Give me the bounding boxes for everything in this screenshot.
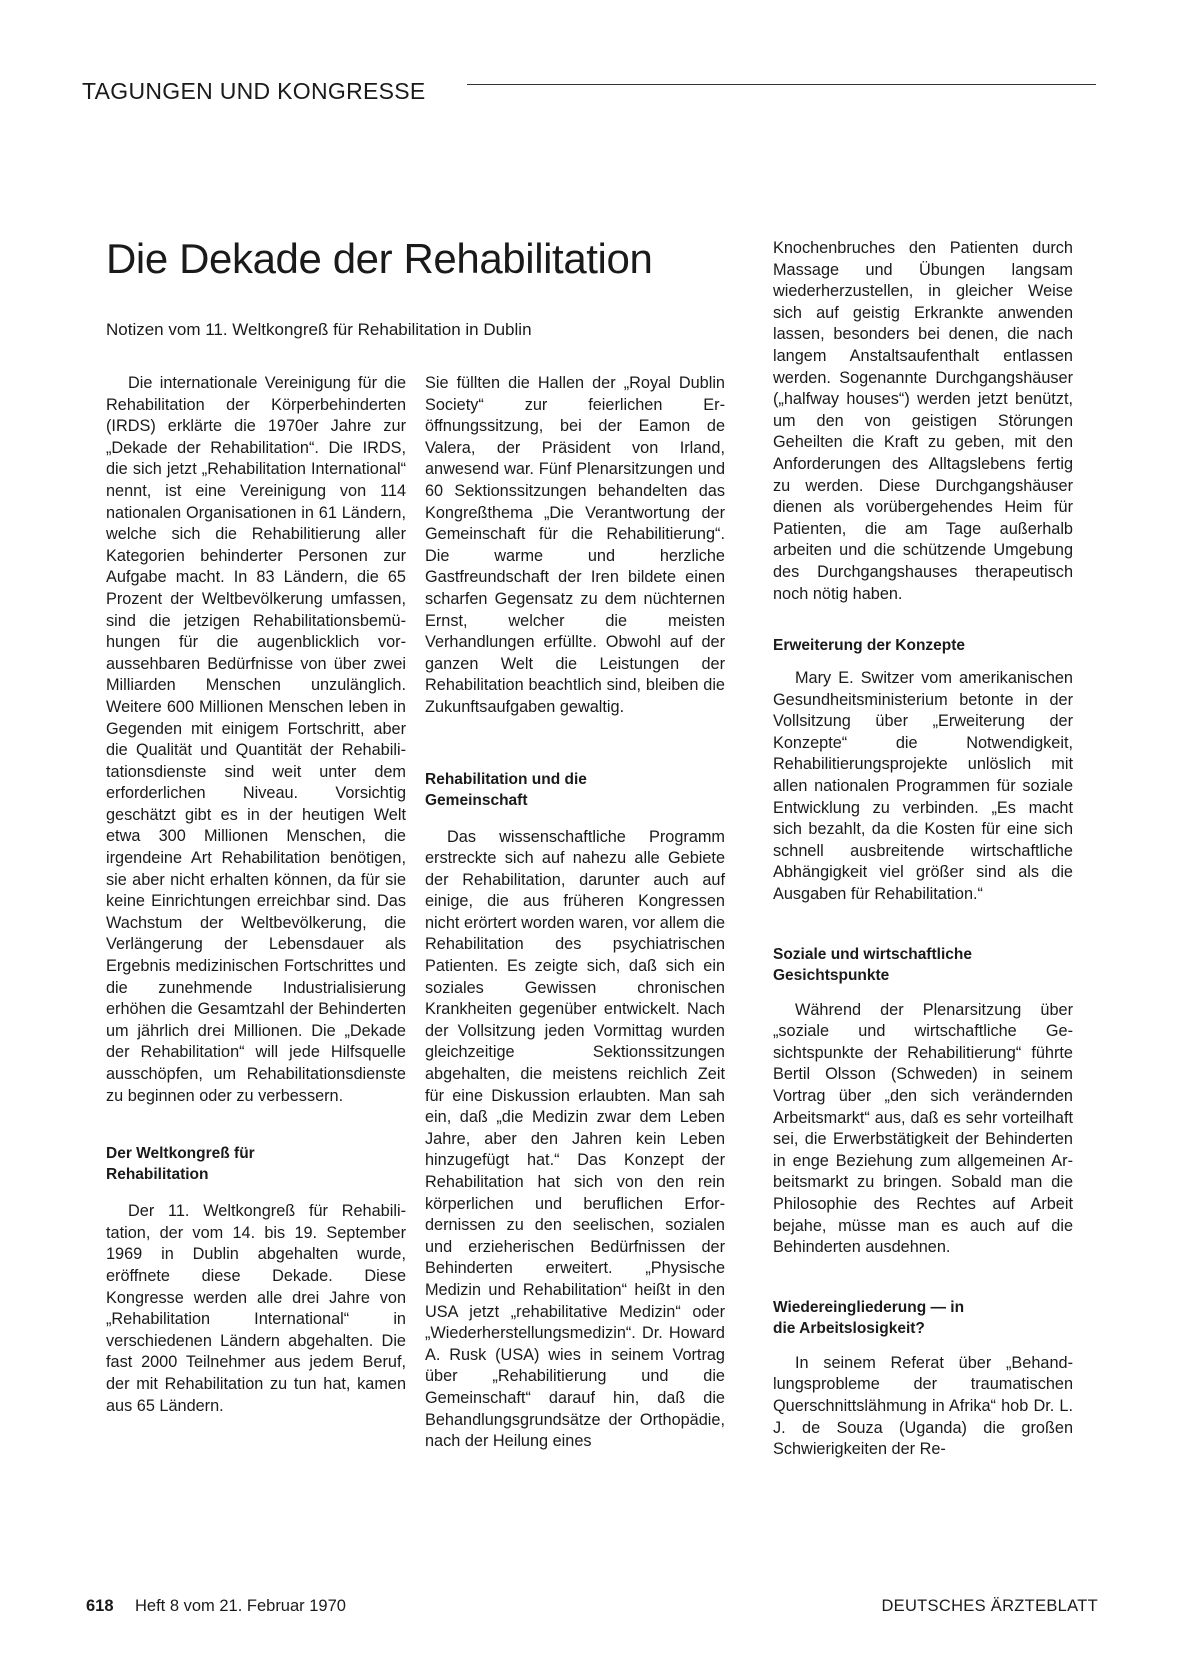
column-1 xyxy=(106,373,406,1417)
paragraph: Mary E. Switzer vom amerikanischen Gesundheitsministerium betonte in der Vollsitzung über „Erweiterung der Konzepte“ die Notwendigkeit, Rehabilitierungsprojekte unlöslich mit allen nationalen Programmen für soziale Entwicklung zu verbinden. „Es macht sich bezahlt, da die Kosten für eine sich schnell ausbreitende wirtschaftliche Abhängigkeit viel größer sind als die Ausgaben für Rehabilitation.“ xyxy=(773,669,1073,904)
article-subtitle: Notizen vom 11. Weltkongreß für Rehabilitation in Dublin xyxy=(106,320,532,339)
paragraph: Sie füllten die Hallen der „Royal Dublin Society“ zur feierlichen Eröffnungssitzung, bei der Eamon de Valera, der Präsident von Irland, anwesend war. Fünf Plenarsitzungen und 60 Sektionssitzungen behandelten das Kongreßthema „Die Verantwortung der Gemeinschaft für die Rehabilitierung“. Die warme und herzliche Gastfreundschaft der Iren bildete einen scharfen Gegensatz zu dem nüchternen Ernst, welcher die meisten Verhandlungen erfüllte. Obwohl auf der ganzen Welt die Leistungen der Rehabilitation beachtlich sind, bleiben die Zukunftsaufgaben gewaltig. xyxy=(425,374,725,716)
page-number: 618 xyxy=(86,1597,114,1615)
paragraph: Der 11. Weltkongreß für Rehabilitation, der vom 14. bis 19. September 1969 in Dublin abgehalten wurde, eröffnete diese Dekade. Diese Kongresse werden alle drei Jahre von „Rehabilitation International“ in verschiedenen Ländern abgehalten. Die fast 2000 Teilnehmer aus jedem Beruf, der mit Rehabilitation zu tun hat, kamen aus 65 Ländern. xyxy=(106,1202,406,1415)
issue-info: Heft 8 vom 21. Februar 1970 xyxy=(135,1597,346,1615)
section-title: TAGUNGEN UND KONGRESSE xyxy=(82,78,426,104)
paragraph: Während der Plenarsitzung über „soziale und wirtschaftliche Gesichtspunkte der Rehabilitierung“ führte Bertil Olsson (Schweden) in seinem Vortrag über „den sich verändernden Arbeitsmarkt“ aus, daß es sehr vorteilhaft sei, die Erwerbstätigkeit der Behinderten in enge Beziehung zum allgemeinen Arbeitsmarkt zu bringen. Sobald man die Philosophie des Rechtes auf Arbeit bejahe, müsse man es auch auf die Behinderten ausdehnen. xyxy=(773,1000,1073,1257)
section-rule xyxy=(467,84,1096,85)
paragraph: Die internationale Vereinigung für die Rehabilitation der Körperbehinderten (IRDS) erklärte die 1970er Jahre zur „Dekade der Rehabilitation“. Die IRDS, die sich jetzt „Rehabilitation International“ nennt, ist eine Vereinigung von 114 nationalen Organisationen in 61 Ländern, welche sich die Rehabilitierung aller Kategorien behinderter Personen zur Aufgabe macht. In 83 Ländern, die 65 Prozent der Weltbevölkerung umfassen, sind die jetzigen Rehabilitationsbemühungen für die augenblicklich voraussehbaren Bedürfnisse von über zwei Milliarden Menschen unzulänglich. Weitere 600 Millionen Menschen leben in Gegenden mit einigem Fortschritt, aber die Qualität und Quantität der Rehabilitationsdienste sind weit unter dem erforderlichen Niveau. Vorsichtig geschätzt gibt es in der heutigen Welt etwa 300 Millionen Menschen, die irgendeine Art Rehabilitation benötigen, sie aber nicht erhalten können, da für sie keine Einrichtungen erreichbar sind. Das Wachstum der Weltbevölkerung, die Verlängerung der Lebensdauer als Ergebnis medizinischen Fortschrittes und die zunehmende Industrialisierung erhöhen die Gesamtzahl der Behinderten um jährlich drei Millionen. Die „Dekade der Rehabilitation“ will jede Hilfsquelle ausschöpfen, um Rehabilitationsdienste zu beginnen oder zu verbessern. xyxy=(106,374,406,1105)
paragraph: Knochenbruches den Patienten durch Massage und Übungen langsam wiederherzustellen, in gleicher Weise sich auf geistig Erkrankte anwenden lassen, besonders bei denen, die nach langem Anstaltsaufenthalt entlassen werden. Sogenannte Durchgangshäuser („halfway houses“) werden jetzt benützt, um den von geistigen Störungen Geheilten die Kraft zu geben, mit den Anforderungen des Alltagslebens fertig zu werden. Diese Durchgangshäuser dienen als vorübergehendes Heim für Patienten, die am Tage außerhalb arbeiten und die schützende Umgebung des Durchgangshauses therapeutisch noch nötig haben. xyxy=(773,239,1073,603)
section-heading: Rehabilitation und die Gemeinschaft xyxy=(425,770,587,809)
column-2 xyxy=(425,373,725,1453)
section-heading: Der Weltkongreß für Rehabilitation xyxy=(106,1145,255,1184)
paragraph: Das wissenschaftliche Programm erstreckte sich auf nahezu alle Gebiete der Rehabilitation, darunter auch auf einige, die aus früheren Kongressen nicht erörtert worden waren, vor allem die Rehabilitation des psychiatrischen Patienten. Es zeigte sich, daß sich ein soziales Gewissen chronischen Krankheiten gegenüber entwickelt. Nach der Vollsitzung jeden Vormittag wurden gleichzeitige Sektionssitzungen abgehalten, die meistens reichlich Zeit für eine Diskussion erlaubten. Man sah ein, daß „die Medizin zwar dem Leben Jahre, aber den Jahren kein Leben hinzugefügt hat.“ Das Konzept der Rehabilitation hat sich von den rein körperlichen und beruflichen Erfordernissen zu den seelischen, sozialen und erzieherischen Bedürfnissen der Behinderten erweitert. „Physische Medizin und Rehabilitation“ heißt in den USA jetzt „rehabilitative Medizin“ oder „Wiederherstellungsmedizin“. Dr. Howard A. Rusk (USA) wies in seinem Vortrag über „Rehabilitierung und die Gemeinschaft“ darauf hin, daß die Behandlungsgrundsätze der Orthopädie, nach der Heilung eines xyxy=(425,827,725,1451)
section-heading: Wiedereingliederung — in die Arbeitslosigkeit? xyxy=(773,1298,965,1337)
article-title: Die Dekade der Rehabilitation xyxy=(106,235,653,282)
paragraph: In seinem Referat über „Behandlungsprobleme der traumatischen Querschnittslähmung in Afrika“ hob Dr. L. J. de Souza (Uganda) die großen Schwierigkeiten der Re- xyxy=(773,1353,1073,1459)
section-header xyxy=(82,70,1096,110)
journal-name: DEUTSCHES ÄRZTEBLATT xyxy=(881,1597,1098,1615)
section-heading: Erweiterung der Konzepte xyxy=(773,637,966,655)
section-heading: Soziale und wirtschaftliche Gesichtspunkte xyxy=(773,945,972,984)
column-3 xyxy=(773,238,1073,1461)
